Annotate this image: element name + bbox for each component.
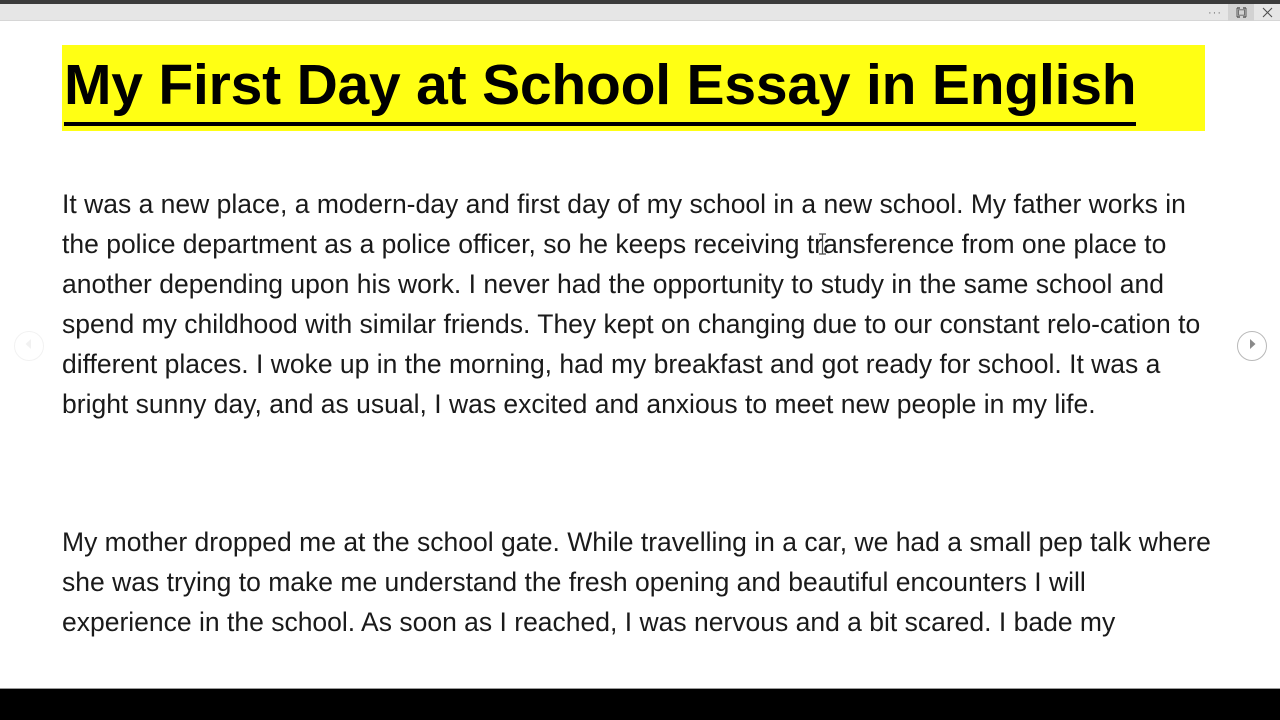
essay-paragraph-1 <box>62 184 1217 424</box>
window-controls <box>1202 4 1280 21</box>
close-button[interactable] <box>1254 4 1280 21</box>
fullscreen-button[interactable] <box>1228 4 1254 21</box>
essay-paragraph-2 <box>62 522 1217 642</box>
chevron-right-icon <box>1244 336 1260 357</box>
window-titlebar <box>0 4 1280 21</box>
title-highlight <box>62 45 1205 131</box>
page-title: My First Day at School Essay in English <box>64 53 1136 126</box>
chevron-left-icon <box>21 336 37 357</box>
slide-title-wrap <box>62 45 1205 131</box>
previous-slide-button[interactable] <box>14 331 44 361</box>
bottom-letterbox-bar <box>0 688 1280 720</box>
next-slide-button[interactable] <box>1237 331 1267 361</box>
paragraph-text: My mother dropped me at the school gate. While travelling in a car, we had a small pep talk where she was trying to make me understand the fresh opening and beautiful encounters I will experience in the school. As soon as I reached, I was nervous and a bit scared. I bade my <box>62 527 1211 637</box>
more-options-button[interactable] <box>1202 4 1228 21</box>
ellipsis-icon: ··· <box>1208 6 1222 19</box>
close-icon <box>1262 7 1273 18</box>
fullscreen-icon <box>1236 7 1247 18</box>
paragraph-text: It was a new place, a modern-day and first day of my school in a new school. My father works in the police department as a police officer, so he keeps receiving transference from one place to another depending upon his work. I never had the opportunity to study in the same school and spend my childhood with similar friends. They kept on changing due to our constant relo-cation to different places. I woke up in the morning, had my breakfast and got ready for school. It was a bright sunny day, and as usual, I was excited and anxious to meet new people in my life. <box>62 189 1201 419</box>
slide-canvas <box>0 21 1280 688</box>
